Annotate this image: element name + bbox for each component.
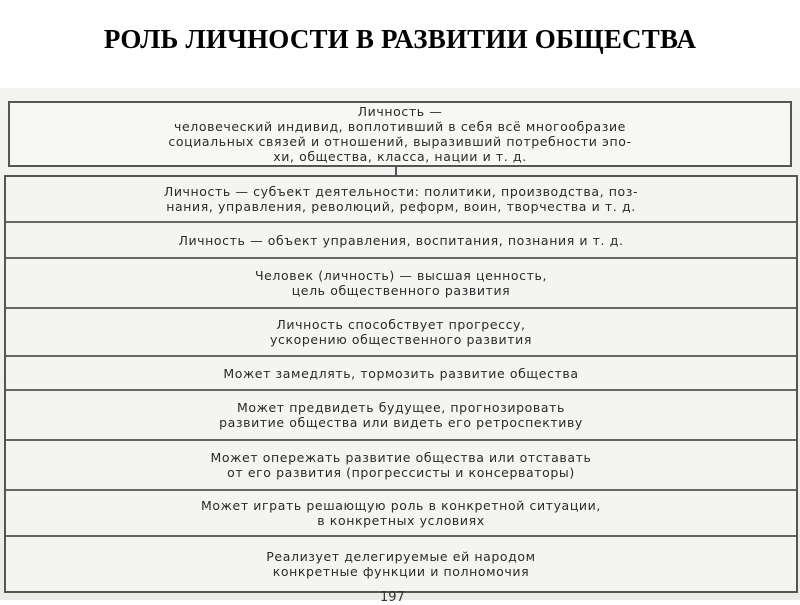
row-text: ускорению общественного развития bbox=[270, 332, 532, 347]
scanned-table bbox=[0, 88, 800, 605]
definition-box bbox=[8, 101, 792, 167]
row-text: Может предвидеть будущее, прогнозировать bbox=[237, 400, 565, 415]
row-text: Может опережать развитие общества или отставать bbox=[210, 450, 592, 465]
connector-line bbox=[395, 167, 397, 175]
row-text: цель общественного развития bbox=[291, 283, 511, 298]
row-text: конкретные функции и полномочия bbox=[272, 564, 530, 579]
roles-table bbox=[4, 175, 798, 593]
row-text: в конкретных условиях bbox=[317, 513, 485, 528]
table-row bbox=[6, 309, 796, 357]
row-text: от его развития (прогрессисты и консерваторы) bbox=[227, 465, 575, 480]
row-text: Личность — объект управления, воспитания, познания и т. д. bbox=[178, 232, 624, 248]
row-text: развитие общества или видеть его ретроспективу bbox=[219, 415, 583, 430]
row-text: нания, управления, революций, реформ, воин, творчества и т. д. bbox=[166, 199, 636, 214]
row-text: Личность — субъект деятельности: политики, производства, поз- bbox=[163, 184, 639, 199]
table-row bbox=[6, 357, 796, 391]
page-title: РОЛЬ ЛИЧНОСТИ В РАЗВИТИИ ОБЩЕСТВА bbox=[103, 24, 697, 54]
table-row bbox=[6, 391, 796, 441]
definition-line: социальных связей и отношений, выразивший потребности эпо- bbox=[168, 134, 632, 149]
table-row bbox=[6, 177, 796, 223]
page-number: 197 bbox=[380, 590, 405, 605]
row-text: Личность способствует прогрессу, bbox=[276, 317, 526, 332]
table-row bbox=[6, 491, 796, 537]
definition-line: человеческий индивид, воплотивший в себя всё многообразие bbox=[174, 119, 626, 134]
table-row bbox=[6, 223, 796, 259]
row-text: Реализует делегируемые ей народом bbox=[266, 549, 536, 564]
row-text: Может играть решающую роль в конкретной ситуации, bbox=[201, 498, 601, 513]
table-row bbox=[6, 537, 796, 591]
row-text: Человек (личность) — высшая ценность, bbox=[254, 268, 548, 283]
row-text: Может замедлять, тормозить развитие общества bbox=[223, 365, 579, 381]
definition-line: Личность — bbox=[357, 104, 443, 119]
table-row bbox=[6, 259, 796, 309]
definition-line: хи, общества, класса, нации и т. д. bbox=[273, 149, 527, 164]
table-row bbox=[6, 441, 796, 491]
